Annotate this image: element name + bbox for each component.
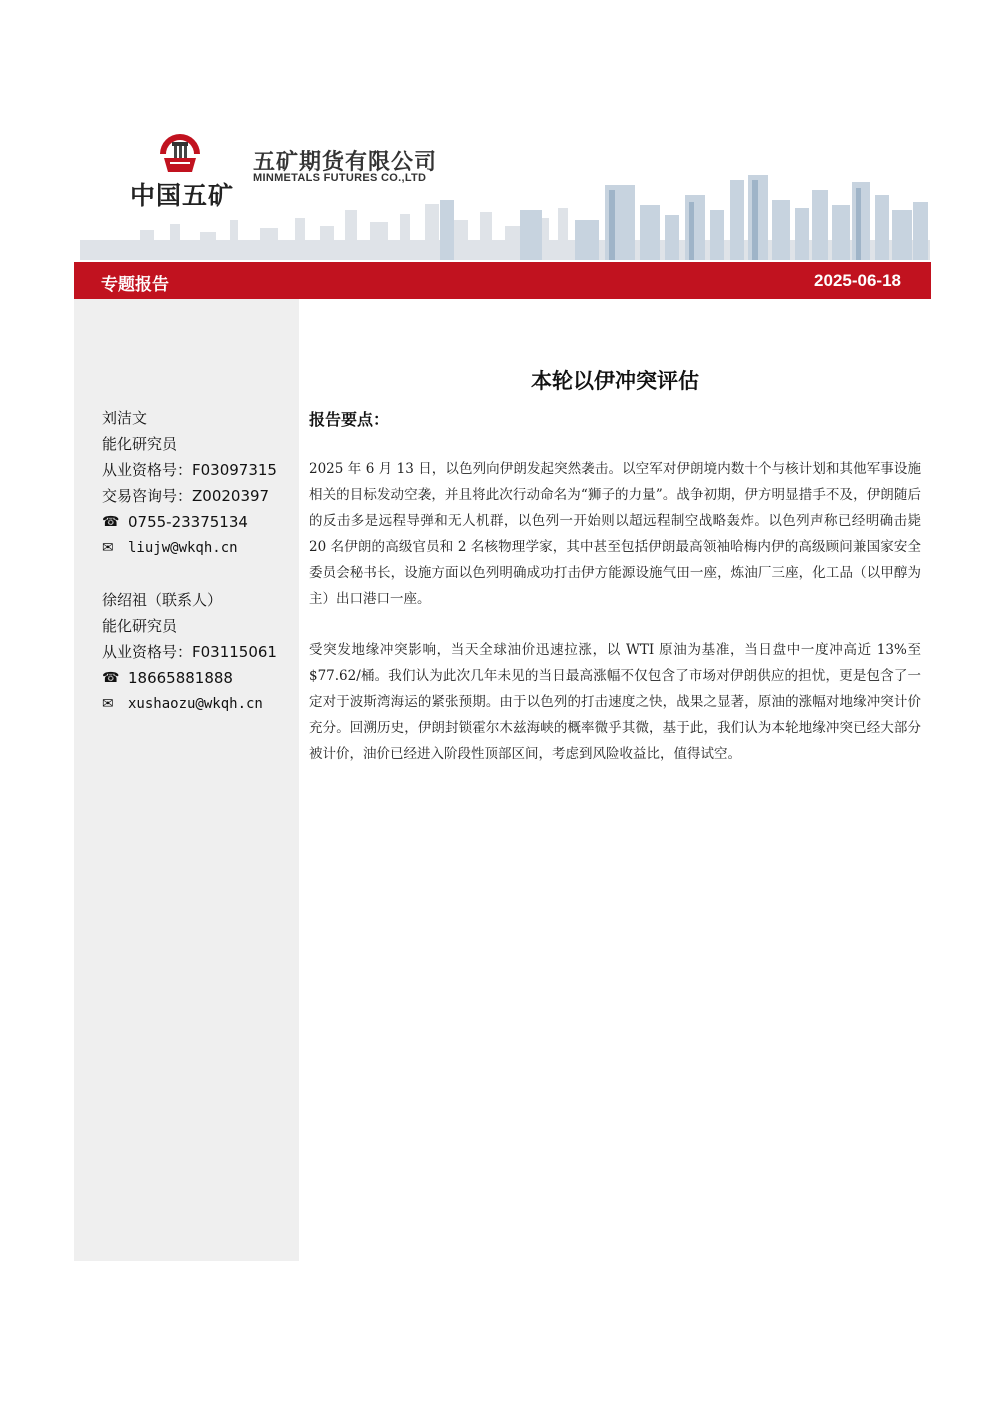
company-name-chinese: 五矿期货有限公司 <box>253 150 438 175</box>
body-paragraph: 2025 年 6 月 13 日，以色列向伊朗发起突然袭击。以空军对伊朗境内数十个与核计划和其他军事设施相关的目标发动空袭，并且将此次行动命名为“狮子的力量”。战争初期，伊方明显措手不及，伊朗随后的反击多是远程导弹和无人机群，以色列一开始则以超远程制空战略轰炸。以色列声称已经明确击毙 20 名伊朗的高级官员和 2 名核物理学家，其中甚至包括伊朗最高领袖哈梅内伊的高级顾问兼国家安全委员会秘书长，设施方面以色列明确成功打击伊方能源设施气田一座，炼油厂三座，化工品（以甲醇为主）出口港口一座。 <box>309 461 921 607</box>
author-name: 刘洁文 <box>102 409 148 427</box>
author-role: 能化研究员 <box>102 435 178 453</box>
key-points-heading: 报告要点： <box>309 410 390 429</box>
report-type-label: 专题报告 <box>101 275 169 295</box>
author-phone: 0755-23375134 <box>128 513 248 531</box>
phone-icon: ☎ <box>102 670 120 686</box>
company-name-english: MINMETALS FUTURES CO.,LTD <box>253 172 427 184</box>
author-phone-line <box>102 665 298 691</box>
envelope-icon: ✉ <box>102 540 114 556</box>
author-card <box>102 405 298 561</box>
phone-icon: ☎ <box>102 514 120 530</box>
author-license: 从业资格号：F03115061 <box>102 643 277 661</box>
author-email-line[interactable] <box>102 535 298 561</box>
author-phone: 18665881888 <box>128 669 233 687</box>
author-email[interactable]: liujw@wkqh.cn <box>128 540 238 556</box>
author-name: 徐绍祖（联系人） <box>102 591 223 609</box>
logo-chinese-text: 中国五矿 <box>130 181 235 210</box>
author-consult-number: 交易咨询号：Z0020397 <box>102 487 270 505</box>
author-email-line[interactable] <box>102 691 298 717</box>
author-list <box>102 405 298 717</box>
minmetals-logo-icon <box>156 128 204 174</box>
report-body <box>309 456 921 792</box>
author-license: 从业资格号：F03097315 <box>102 461 277 479</box>
body-paragraph: 受突发地缘冲突影响，当天全球油价迅速拉涨，以 WTI 原油为基准，当日盘中一度冲高近 13%至$77.62/桶。我们认为此次几年未见的当日最高涨幅不仅包含了市场对伊朗供应的担忧，更是包含了一定对于波斯湾海运的紧张预期。由于以色列的打击速度之快，战果之显著，原油的涨幅对地缘冲突计价充分。回溯历史，伊朗封锁霍尔木兹海峡的概率微乎其微，基于此，我们认为本轮地缘冲突已经大部分被计价，油价已经进入阶段性顶部区间，考虑到风险收益比，值得试空。 <box>309 642 921 762</box>
report-banner <box>74 262 931 299</box>
envelope-icon: ✉ <box>102 696 114 712</box>
report-header <box>0 0 992 262</box>
report-title: 本轮以伊冲突评估 <box>531 369 699 393</box>
author-card <box>102 587 298 717</box>
author-phone-line <box>102 509 298 535</box>
author-role: 能化研究员 <box>102 617 178 635</box>
author-email[interactable]: xushaozu@wkqh.cn <box>128 696 263 712</box>
report-date: 2025-06-18 <box>814 271 901 290</box>
